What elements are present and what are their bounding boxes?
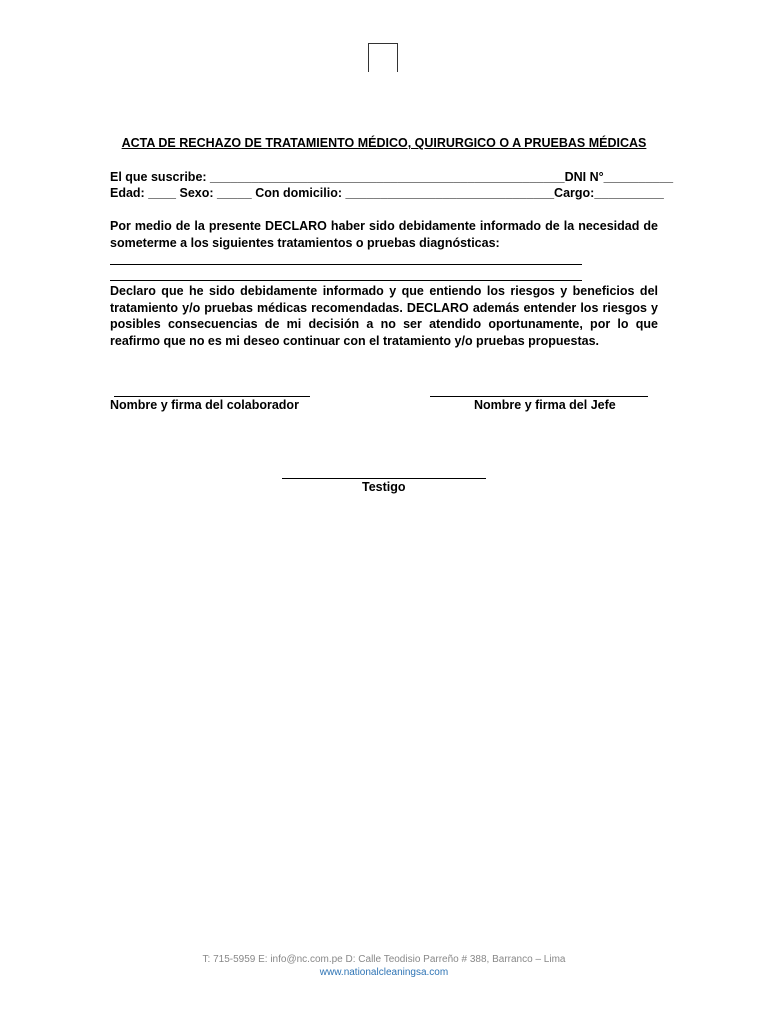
logo-mark bbox=[368, 43, 398, 72]
declaration-paragraph: Por medio de la presente DECLARO haber sido debidamente informado de la necesidad de someterme a los siguientes tratamientos o pruebas diagnósticas: bbox=[110, 219, 658, 250]
subscriber-line: El que suscribe: ___________________________________________________DNI N°__________ bbox=[110, 170, 674, 184]
collaborator-signature-line bbox=[114, 396, 310, 397]
boss-signature-line bbox=[430, 396, 648, 397]
witness-signature-label: Testigo bbox=[362, 480, 406, 494]
boss-signature-label: Nombre y firma del Jefe bbox=[474, 398, 616, 412]
acknowledgement-paragraph: Declaro que he sido debidamente informado y que entiendo los riesgos y beneficios del tratamiento y/o pruebas médicas recomendadas. DECLARO además entender los riesgos y posibles consecuencias de mi decisión a no ser atendido oportunamente, por lo que reafirmo que no es mi deseo continuar con el tratamiento y/o pruebas propuestas. bbox=[110, 284, 658, 348]
personal-data-line: Edad: ____ Sexo: _____ Con domicilio: ______________________________Cargo:__________ bbox=[110, 186, 664, 200]
footer-website-link[interactable]: www.nationalcleaningsa.com bbox=[319, 967, 449, 978]
witness-signature-line bbox=[282, 478, 486, 479]
treatment-blank-line-2 bbox=[110, 280, 582, 281]
footer-contact: T: 715-5959 E: info@nc.com.pe D: Calle Teodisio Parreño # 388, Barranco – Lima bbox=[202, 954, 566, 965]
collaborator-signature-label: Nombre y firma del colaborador bbox=[110, 398, 299, 412]
treatment-blank-line-1 bbox=[110, 264, 582, 265]
document-title: ACTA DE RECHAZO DE TRATAMIENTO MÉDICO, QUIRURGICO O A PRUEBAS MÉDICAS bbox=[121, 136, 647, 150]
